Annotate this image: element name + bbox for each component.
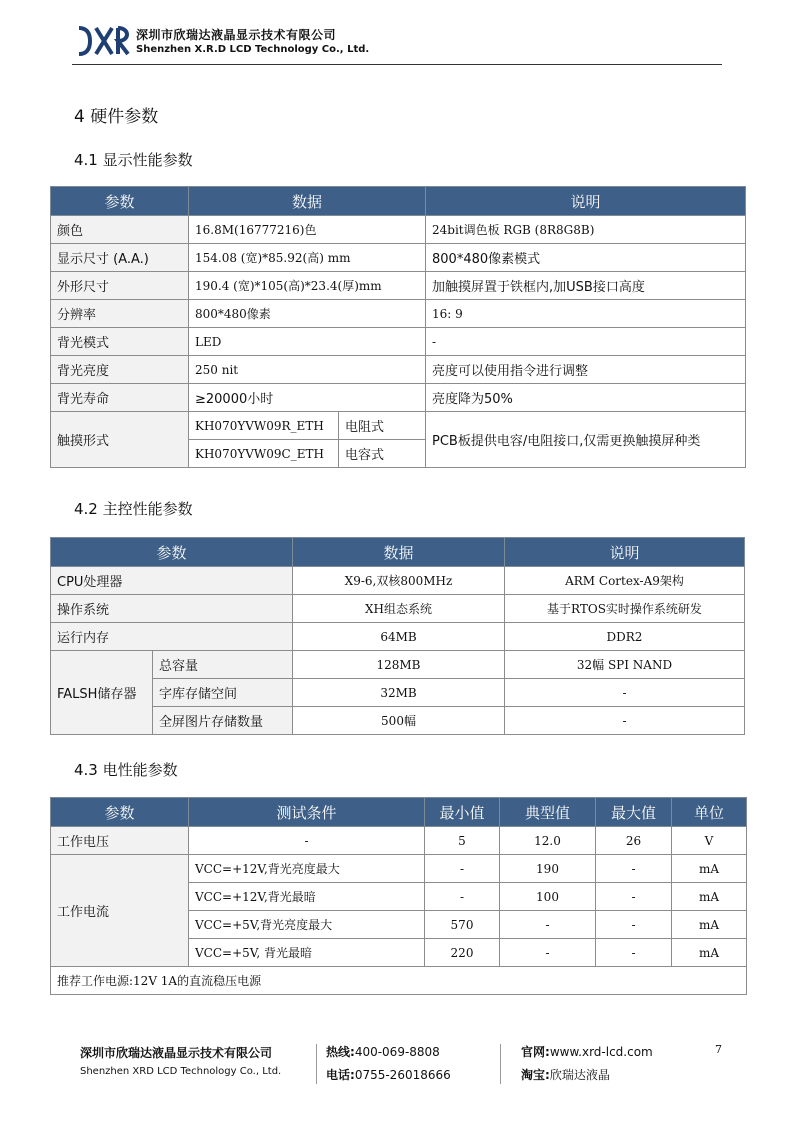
table-row [51,967,747,995]
param-cell: 背光模式 [51,328,189,356]
min-cell: - [425,883,500,911]
data-cell: KH070YVW09C_ETH [189,440,339,468]
sub-param-cell: 全屏图片存储数量 [153,707,293,735]
sub-param-cell: 总容量 [153,651,293,679]
param-cell: 运行内存 [51,623,293,651]
table-row [51,412,746,440]
note-cell: DDR2 [505,623,745,651]
cond-cell: VCC=+12V,背光最暗 [189,883,425,911]
display-title: 4.1 显示性能参数 [74,151,193,169]
table-header-row [51,798,747,827]
table-row [51,567,745,595]
note-cell: 加触摸屏置于铁框内,加USB接口高度 [426,272,746,300]
hotline-value: 400-069-8808 [354,1045,440,1059]
electrical-title: 4.3 电性能参数 [74,761,178,779]
header-divider [72,64,722,65]
data-cell: 190.4 (宽)*105(高)*23.4(厚)mm [189,272,426,300]
table-header-cell: 数据 [189,187,426,216]
footer-divider [500,1044,501,1084]
control-table [50,537,745,735]
table-header-cell: 数据 [293,538,505,567]
table-header-cell: 单位 [672,798,747,827]
page-number: 7 [715,1043,722,1056]
param-cell: 背光寿命 [51,384,189,412]
phone-label: 电话: [326,1068,355,1082]
table-row [51,356,746,384]
data-cell: 250 nit [189,356,426,384]
note-cell: - [426,328,746,356]
note-cell: 24bit调色板 RGB (8R8G8B) [426,216,746,244]
param-cell: FALSH储存器 [51,651,153,735]
table-row [51,384,746,412]
table-header-cell: 最大值 [596,798,672,827]
table-header-row [51,187,746,216]
param-cell: 触摸形式 [51,412,189,468]
table-row [51,595,745,623]
table-row [51,707,745,735]
max-cell: - [596,911,672,939]
data-cell: KH070YVW09R_ETH [189,412,339,440]
table-row [51,272,746,300]
data-cell: 154.08 (宽)*85.92(高) mm [189,244,426,272]
sub-param-cell: 字库存储空间 [153,679,293,707]
table-row [51,827,747,855]
unit-cell: mA [672,939,747,967]
min-cell: 220 [425,939,500,967]
data-cell: 64MB [293,623,505,651]
unit-cell: mA [672,883,747,911]
note-cell: 亮度可以使用指令进行调整 [426,356,746,384]
table-header-cell: 参数 [51,798,189,827]
min-cell: - [425,855,500,883]
unit-cell: V [672,827,747,855]
footer-company-en: Shenzhen XRD LCD Technology Co., Ltd. [80,1066,282,1077]
unit-cell: mA [672,855,747,883]
param-cell: 操作系统 [51,595,293,623]
data-cell: ≥20000小时 [189,384,426,412]
table-header-cell: 最小值 [425,798,500,827]
data-cell: X9-6,双核800MHz [293,567,505,595]
data-cell: 电阻式 [339,412,426,440]
footer-taobao [521,1066,610,1083]
max-cell: - [596,883,672,911]
param-cell: 背光亮度 [51,356,189,384]
electrical-table [50,797,747,995]
table-row [51,328,746,356]
footer-company-cn: 深圳市欣瑞达液晶显示技术有限公司 [80,1046,273,1060]
data-cell: LED [189,328,426,356]
param-cell: 显示尺寸 (A.A.) [51,244,189,272]
max-cell: - [596,939,672,967]
table-row [51,651,745,679]
note-cell: 800*480像素模式 [426,244,746,272]
param-cell: 外形尺寸 [51,272,189,300]
recommend-cell: 推荐工作电源:12V 1A的直流稳压电源 [51,967,747,995]
data-cell: 32MB [293,679,505,707]
header-company-cn: 深圳市欣瑞达液晶显示技术有限公司 [136,28,337,42]
param-cell: 工作电压 [51,827,189,855]
footer-hotline [326,1043,440,1060]
typ-cell: 100 [500,883,596,911]
param-cell: 工作电流 [51,855,189,967]
min-cell: 5 [425,827,500,855]
taobao-label: 淘宝: [521,1068,550,1082]
param-cell: 颜色 [51,216,189,244]
table-header-cell: 说明 [505,538,745,567]
data-cell: XH组态系统 [293,595,505,623]
xrd-logo-icon [76,24,132,58]
note-cell: 16: 9 [426,300,746,328]
cond-cell: VCC=+12V,背光亮度最大 [189,855,425,883]
max-cell: 26 [596,827,672,855]
footer-phone [326,1066,451,1083]
typ-cell: - [500,939,596,967]
unit-cell: mA [672,911,747,939]
table-row [51,300,746,328]
cond-cell: VCC=+5V,背光亮度最大 [189,911,425,939]
cond-cell: - [189,827,425,855]
hotline-label: 热线: [326,1045,355,1059]
table-header-cell: 测试条件 [189,798,425,827]
table-header-cell: 参数 [51,538,293,567]
table-header-row [51,538,745,567]
data-cell: 500幅 [293,707,505,735]
footer-site [521,1043,653,1060]
section-title: 4 硬件参数 [74,107,159,127]
display-table [50,186,746,468]
note-cell: 32幅 SPI NAND [505,651,745,679]
site-link[interactable]: www.xrd-lcd.com [549,1045,653,1059]
cond-cell: VCC=+5V, 背光最暗 [189,939,425,967]
note-cell: 基于RTOS实时操作系统研发 [505,595,745,623]
note-cell: - [505,707,745,735]
param-cell: CPU处理器 [51,567,293,595]
taobao-value: 欣瑞达液晶 [549,1068,610,1082]
table-header-cell: 说明 [426,187,746,216]
footer-divider [316,1044,317,1084]
data-cell: 800*480像素 [189,300,426,328]
min-cell: 570 [425,911,500,939]
typ-cell: 190 [500,855,596,883]
note-cell: PCB板提供电容/电阻接口,仅需更换触摸屏种类 [426,412,746,468]
phone-value: 0755-26018666 [354,1068,451,1082]
note-cell: 亮度降为50% [426,384,746,412]
typ-cell: - [500,911,596,939]
data-cell: 128MB [293,651,505,679]
param-cell: 分辨率 [51,300,189,328]
table-header-cell: 典型值 [500,798,596,827]
table-row [51,244,746,272]
table-row [51,623,745,651]
header-company-en: Shenzhen X.R.D LCD Technology Co., Ltd. [136,44,370,55]
data-cell: 电容式 [339,440,426,468]
control-title: 4.2 主控性能参数 [74,500,193,518]
max-cell: - [596,855,672,883]
table-header-cell: 参数 [51,187,189,216]
table-row [51,855,747,883]
typ-cell: 12.0 [500,827,596,855]
site-label: 官网: [521,1045,550,1059]
note-cell: ARM Cortex-A9架构 [505,567,745,595]
table-row [51,679,745,707]
page-header [76,22,724,66]
data-cell: 16.8M(16777216)色 [189,216,426,244]
note-cell: - [505,679,745,707]
table-row [51,216,746,244]
